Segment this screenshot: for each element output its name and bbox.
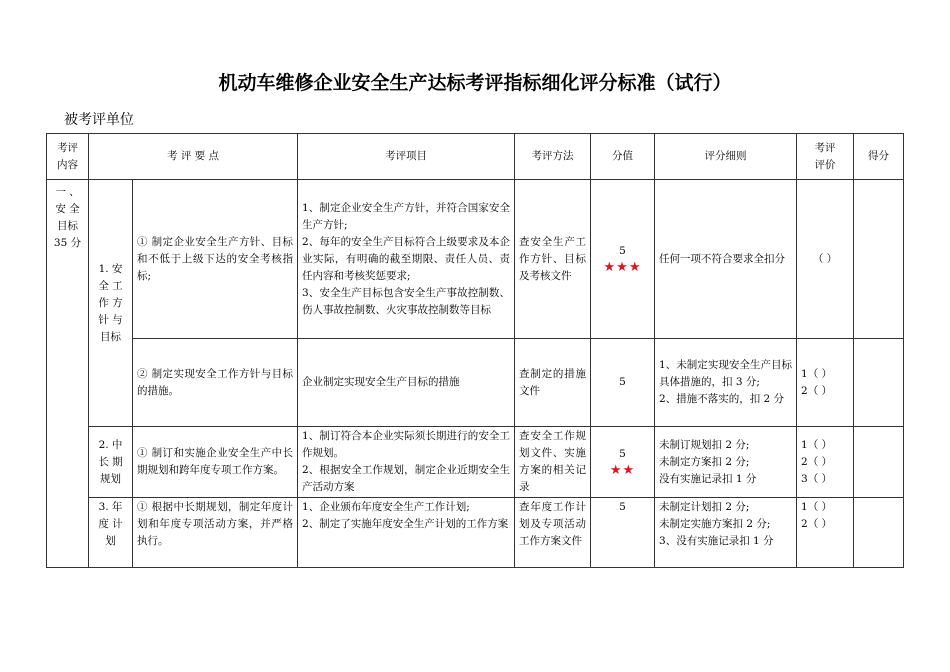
evaluation-item: 1、企业颁布年度安全生产工作计划; 2、制定了实施年度安全生产计划的工作方案 [298, 498, 515, 568]
scoring-detail: 任何一项不符合要求全扣分 [655, 180, 797, 339]
score-value: 5 [619, 376, 626, 388]
table-header-row [47, 134, 904, 180]
score-result-cell[interactable] [854, 180, 904, 339]
scoring-detail: 未制定计划扣 2 分; 未制定实施方案扣 2 分; 3、没有实施记录扣 1 分 [655, 498, 797, 568]
header-content: 考评 内容 [47, 134, 89, 180]
table-row [47, 180, 904, 339]
scoring-table [46, 133, 904, 568]
evaluation-item: 1、制订符合本企业实际须长期进行的安全工作规划。 2、根据安全工作规划，制定企业近期安全生产活动方案 [298, 427, 515, 498]
header-items: 考评项目 [298, 134, 515, 180]
section-label: 一 、 安 全 目标 35 分 [47, 180, 89, 568]
score-cell [591, 339, 655, 427]
table-row [47, 339, 904, 427]
key-point: ① 根据中长期规划，制定年度计划和年度专项活动方案，并严格执行。 [133, 498, 298, 568]
scoring-detail: 1、未制定实现安全生产目标具体措施的，扣 3 分; 2、措施不落实的，扣 2 分 [655, 339, 797, 427]
score-value: 5 [619, 501, 626, 513]
sub-item-label: 2. 中 长 期 规划 [89, 427, 133, 498]
evaluation-blank[interactable]: （ ） [797, 180, 854, 339]
document-title: 机动车维修企业安全生产达标考评指标细化评分标准（试行） [218, 72, 732, 94]
scoring-detail: 未制订规划扣 2 分; 未制定方案扣 2 分; 没有实施记录扣 1 分 [655, 427, 797, 498]
evaluated-unit-label: 被考评单位 [64, 112, 134, 128]
sub-item-label: 3. 年 度 计 划 [89, 498, 133, 568]
evaluation-method: 查制定的措施文件 [515, 339, 591, 427]
evaluation-blank[interactable]: 1（ ） 2（ ） [797, 339, 854, 427]
score-value: 5 [619, 244, 626, 257]
table-row [47, 498, 904, 568]
key-point: ② 制定实现安全工作方针与目标的措施。 [133, 339, 298, 427]
score-cell [591, 180, 655, 339]
evaluation-method: 查年度工作计划及专项活动工作方案文件 [515, 498, 591, 568]
score-result-cell[interactable] [854, 498, 904, 568]
header-score: 分值 [591, 134, 655, 180]
sub-item-label: 1. 安 全 工 作 方 针 与 目标 [89, 180, 133, 427]
score-result-cell[interactable] [854, 427, 904, 498]
header-result: 得分 [854, 134, 904, 180]
evaluation-item: 企业制定实现安全生产目标的措施 [298, 339, 515, 427]
evaluation-blank[interactable]: 1（ ） 2（ ） [797, 498, 854, 568]
key-point: ① 制订和实施企业安全生产中长期规划和跨年度专项工作方案。 [133, 427, 298, 498]
importance-stars: ★★★ [603, 259, 642, 275]
evaluation-item: 1、制定企业安全生产方针，并符合国家安全生产方针; 2、每年的安全生产目标符合上级要求及本企业实际，有明确的截至期限、责任人员、责任内容和考核奖惩要求; 3、安全生产目标包含安全生产事故控制数、伤人事故控制数、火灾事故控制数等目标 [298, 180, 515, 339]
evaluation-blank[interactable]: 1（ ） 2（ ） 3（ ） [797, 427, 854, 498]
header-points: 考 评 要 点 [89, 134, 298, 180]
header-detail: 评分细则 [655, 134, 797, 180]
score-cell [591, 498, 655, 568]
table-row [47, 427, 904, 498]
header-method: 考评方法 [515, 134, 591, 180]
header-evaluation: 考评 评价 [797, 134, 854, 180]
key-point: ① 制定企业安全生产方针、目标和不低于上级下达的安全考核指标; [133, 180, 298, 339]
evaluation-method: 查安全工作规划文件、实施方案的相关记录 [515, 427, 591, 498]
evaluation-method: 查安全生产工作方针、目标及考核文件 [515, 180, 591, 339]
score-value: 5 [619, 447, 626, 460]
importance-stars: ★★ [609, 462, 636, 478]
score-cell [591, 427, 655, 498]
score-result-cell[interactable] [854, 339, 904, 427]
